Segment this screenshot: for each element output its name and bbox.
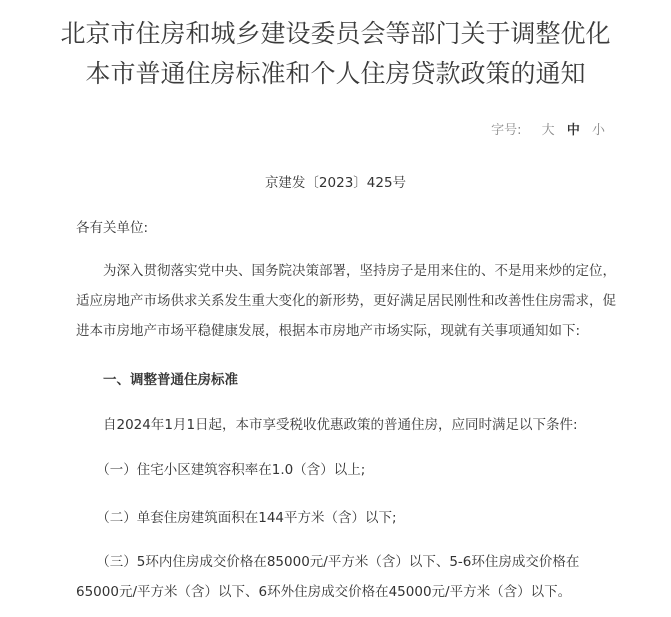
font-size-selector <box>491 119 609 138</box>
font-size-large-button[interactable]: 大 <box>541 123 555 138</box>
font-size-medium-button[interactable]: 中 <box>566 123 580 138</box>
font-size-label: 字号: <box>491 123 522 138</box>
intro-paragraph <box>76 256 656 346</box>
intro-line-3: 进本市房地产市场平稳健康发展，根据本市房地产市场实际，现就有关事项通知如下: <box>76 323 581 339</box>
intro-line-1: 为深入贯彻落实党中央、国务院决策部署，坚持房子是用来住的、不是用来炒的定位， <box>76 263 616 279</box>
section-lead-paragraph: 自2024年1月1日起，本市享受税收优惠政策的普通住房，应同时满足以下条件: <box>76 417 578 433</box>
salutation: 各有关单位: <box>76 220 149 236</box>
condition-item-1: （一）住宅小区建筑容积率在1.0（含）以上; <box>76 462 366 478</box>
item3-line-2: 65000元/平方米（含）以下、6环外住房成交价格在45000元/平方米（含）以下。 <box>76 584 572 600</box>
title-line-2: 本市普通住房标准和个人住房贷款政策的通知 <box>85 59 586 88</box>
intro-line-2: 适应房地产市场供求关系发生重大变化的新形势，更好满足居民刚性和改善性住房需求，促 <box>76 293 616 309</box>
section-heading: 一、调整普通住房标准 <box>76 372 238 388</box>
article-title <box>0 14 671 94</box>
font-size-small-button[interactable]: 小 <box>591 123 605 138</box>
condition-item-2: （二）单套住房建筑面积在144平方米（含）以下; <box>76 510 397 526</box>
title-line-1: 北京市住房和城乡建设委员会等部门关于调整优化 <box>60 19 611 48</box>
item3-line-1: （三）5环内住房成交价格在85000元/平方米（含）以下、5-6环住房成交价格在 <box>76 554 580 570</box>
document-number: 京建发〔2023〕425号 <box>264 175 407 191</box>
condition-item-3 <box>76 547 656 607</box>
